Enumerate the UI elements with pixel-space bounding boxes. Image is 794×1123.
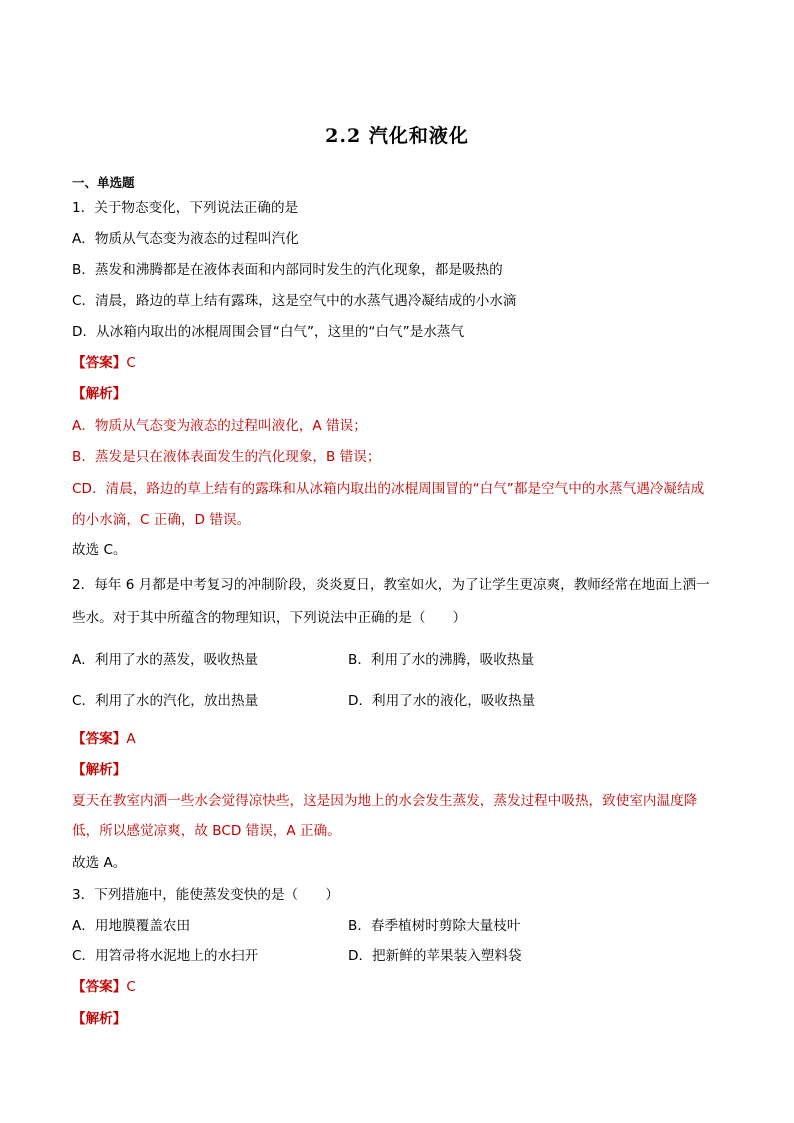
q1-stem: 1．关于物态变化，下列说法正确的是 (72, 200, 299, 216)
q1-answer (72, 354, 136, 372)
q1-explain-label: 【解析】 (72, 386, 127, 402)
q2-stem-line: 些水。对于其中所蕴含的物理知识，下列说法中正确的是（ ） (72, 610, 467, 626)
q1-option-c: C．清晨，路边的草上结有露珠，这是空气中的水蒸气遇冷凝结成的小水滴 (72, 293, 517, 309)
q2-option-c: C．利用了水的汽化，放出热量 (72, 693, 259, 709)
q3-explain-label: 【解析】 (72, 1011, 127, 1027)
page-title: 2.2 汽化和液化 (325, 125, 469, 147)
answer-label: 【答案】 (72, 979, 127, 995)
q1-explain-line: B．蒸发是只在液体表面发生的汽化现象，B 错误； (72, 449, 381, 465)
answer-value: C (126, 355, 136, 371)
q3-stem: 3．下列措施中，能使蒸发变快的是（ ） (72, 887, 339, 903)
section-heading: 一、单选题 (72, 175, 135, 190)
q3-answer (72, 978, 136, 996)
q2-stem-line: 2．每年 6 月都是中考复习的冲制阶段，炎炎夏日，教室如火，为了让学生更凉爽，教师经常在地面上洒一 (72, 577, 710, 593)
q1-explain-line: A．物质从气态变为液态的过程叫液化，A 错误； (72, 418, 367, 434)
q1-conclusion: 故选 C。 (72, 542, 127, 558)
q2-option-b: B．利用了水的沸腾，吸收热量 (348, 652, 535, 668)
q3-option-d: D．把新鲜的苹果装入塑料袋 (348, 948, 522, 964)
q1-option-d: D．从冰箱内取出的冰棍周围会冒“白气”，这里的“白气”是水蒸气 (72, 324, 465, 340)
answer-label: 【答案】 (72, 355, 127, 371)
q3-option-b: B．春季植树时剪除大量枝叶 (348, 918, 521, 934)
q1-explain-line: CD．清晨，路边的草上结有的露珠和从冰箱内取出的冰棍周围冒的“白气”都是空气中的水蒸气遇冷凝结成 (72, 481, 705, 497)
q2-answer (72, 730, 136, 748)
q2-option-a: A．利用了水的蒸发，吸收热量 (72, 652, 259, 668)
answer-value: A (126, 731, 136, 747)
q1-option-b: B．蒸发和沸腾都是在液体表面和内部同时发生的汽化现象，都是吸热的 (72, 262, 503, 278)
q2-explain-line: 夏天在教室内洒一些水会觉得凉快些，这是因为地上的水会发生蒸发，蒸发过程中吸热，致使室内温度降 (72, 793, 698, 809)
q1-option-a: A．物质从气态变为液态的过程叫汽化 (72, 231, 299, 247)
q3-option-a: A．用地膜覆盖农田 (72, 918, 191, 934)
q2-explain-label: 【解析】 (72, 762, 127, 778)
q1-explain-line: 的小水滴，C 正确，D 错误。 (72, 512, 251, 528)
q2-conclusion: 故选 A。 (72, 855, 127, 871)
answer-value: C (126, 979, 136, 995)
q2-option-d: D．利用了水的液化，吸收热量 (348, 693, 536, 709)
answer-label: 【答案】 (72, 731, 127, 747)
q2-explain-line: 低，所以感觉凉爽，故 BCD 错误，A 正确。 (72, 823, 341, 839)
q3-option-c: C．用笤帚将水泥地上的水扫开 (72, 948, 259, 964)
